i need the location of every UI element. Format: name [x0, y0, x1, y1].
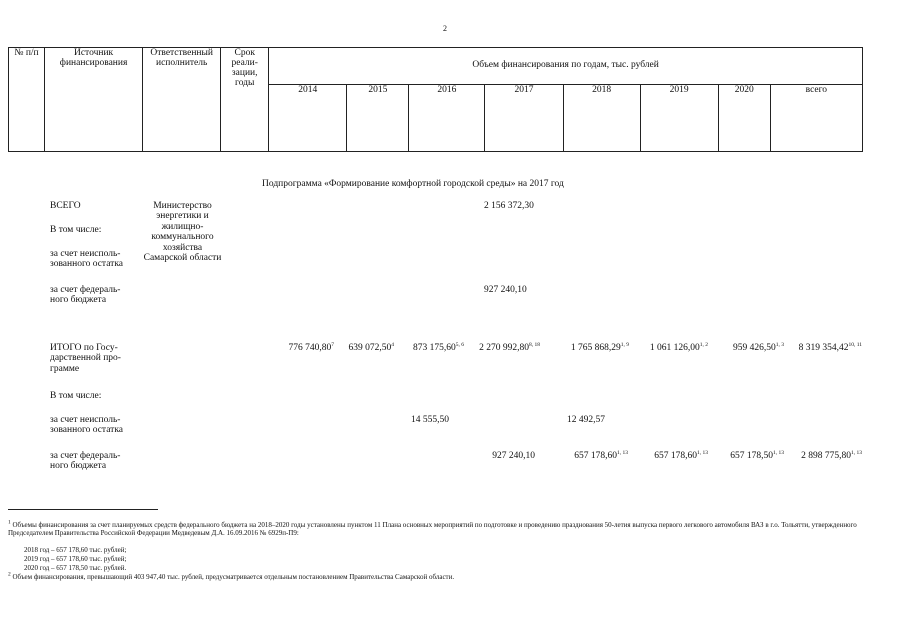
- header-year: 2020: [718, 85, 770, 152]
- footnote-1: $^1$ Объемы финансирования за счет планируемых средств федерального бюджета на 2018–2020 годы установлены пунктом 11 Плана основных мероприятий по подготовке и проведению празднования 50-летия выпуска первого легкового автомобиля ВАЗ в г.о. Тольятти, утвержденного Председателем Правительства Российской Федерации Медведевым Д.А. 16.09.2016 № 6929п-П9:: [8, 519, 857, 538]
- program-fed-value: 927 240,10: [492, 451, 535, 461]
- header-col-period: Срок реали-зации, годы: [221, 48, 269, 152]
- header-year: 2019: [640, 85, 718, 152]
- program-total-value: 639 072,50$^4$: [348, 341, 394, 353]
- footnote-2: $^2$ Объем финансирования, превышающий 403 947,40 тыс. рублей, предусматривается отдельным постановлением Правительства Самарской области.: [8, 571, 455, 581]
- program-rest-2018: 12 492,57: [567, 415, 605, 425]
- header-year: 2016: [409, 85, 485, 152]
- footnote-1-line: 2020 год – 657 178,50 тыс. рублей.: [24, 564, 127, 572]
- header-year: 2015: [347, 85, 409, 152]
- row-incl-label: В том числе:: [50, 225, 102, 235]
- program-fed-value: 2 898 775,80$^{1, 13}$: [801, 449, 862, 461]
- program-total-value: 776 740,80$^7$: [288, 341, 334, 353]
- executor-text: Министерство энергетики и жилищно-коммунального хозяйства Самарской области: [143, 201, 222, 264]
- row-rest-label: за счет неисполь-зованного остатка: [50, 249, 124, 270]
- header-col-num: № п/п: [9, 48, 45, 152]
- program-fed-value: 657 178,60$^{1, 13}$: [574, 449, 628, 461]
- program-total-label: ИТОГО по Госу-дарственной про-грамме: [50, 343, 121, 374]
- program-total-value: 1 765 868,29$^{1, 9}$: [570, 341, 629, 353]
- footnote-separator: [8, 509, 158, 510]
- program-fed-value: 657 178,60$^{1, 13}$: [654, 449, 708, 461]
- program-total-value: 959 426,50$^{1, 3}$: [733, 341, 784, 353]
- financing-header-table: [8, 47, 863, 152]
- program-fed-value: 657 178,50$^{1, 13}$: [730, 449, 784, 461]
- program-total-value: 1 061 126,00$^{1, 2}$: [649, 341, 708, 353]
- header-col-volume: Объем финансирования по годам, тыс. рублей: [269, 48, 863, 85]
- row-total-label: ВСЕГО: [50, 201, 81, 211]
- footnote-1-line: 2019 год – 657 178,60 тыс. рублей;: [24, 555, 127, 563]
- page-number: 2: [443, 24, 447, 33]
- row-fed-2017: 927 240,10: [484, 285, 527, 295]
- footnote-1-line: 2018 год – 657 178,60 тыс. рублей;: [24, 546, 127, 554]
- header-col-executor: Ответственный исполнитель: [143, 48, 221, 152]
- header-year: всего: [770, 85, 862, 152]
- header-col-source: Источник финансирования: [45, 48, 143, 152]
- program-rest-label: за счет неисполь-зованного остатка: [50, 415, 124, 436]
- program-total-value: 873 175,60$^{5, 6}$: [413, 341, 464, 353]
- header-year: 2014: [269, 85, 347, 152]
- header-year: 2018: [563, 85, 640, 152]
- program-rest-2016: 14 555,50: [411, 415, 449, 425]
- row-total-2017: 2 156 372,30: [484, 201, 534, 211]
- subprogram-title: Подпрограмма «Формирование комфортной городской среды» на 2017 год: [262, 179, 564, 189]
- program-incl-label: В том числе:: [50, 391, 102, 401]
- program-total-value: 2 270 992,80$^{8, 18}$: [479, 341, 540, 353]
- program-total-value: 8 319 354,42$^{10, 11}$: [798, 341, 862, 353]
- program-fed-label: за счет федераль-ного бюджета: [50, 451, 121, 472]
- row-fed-label: за счет федераль-ного бюджета: [50, 285, 121, 306]
- header-year: 2017: [485, 85, 563, 152]
